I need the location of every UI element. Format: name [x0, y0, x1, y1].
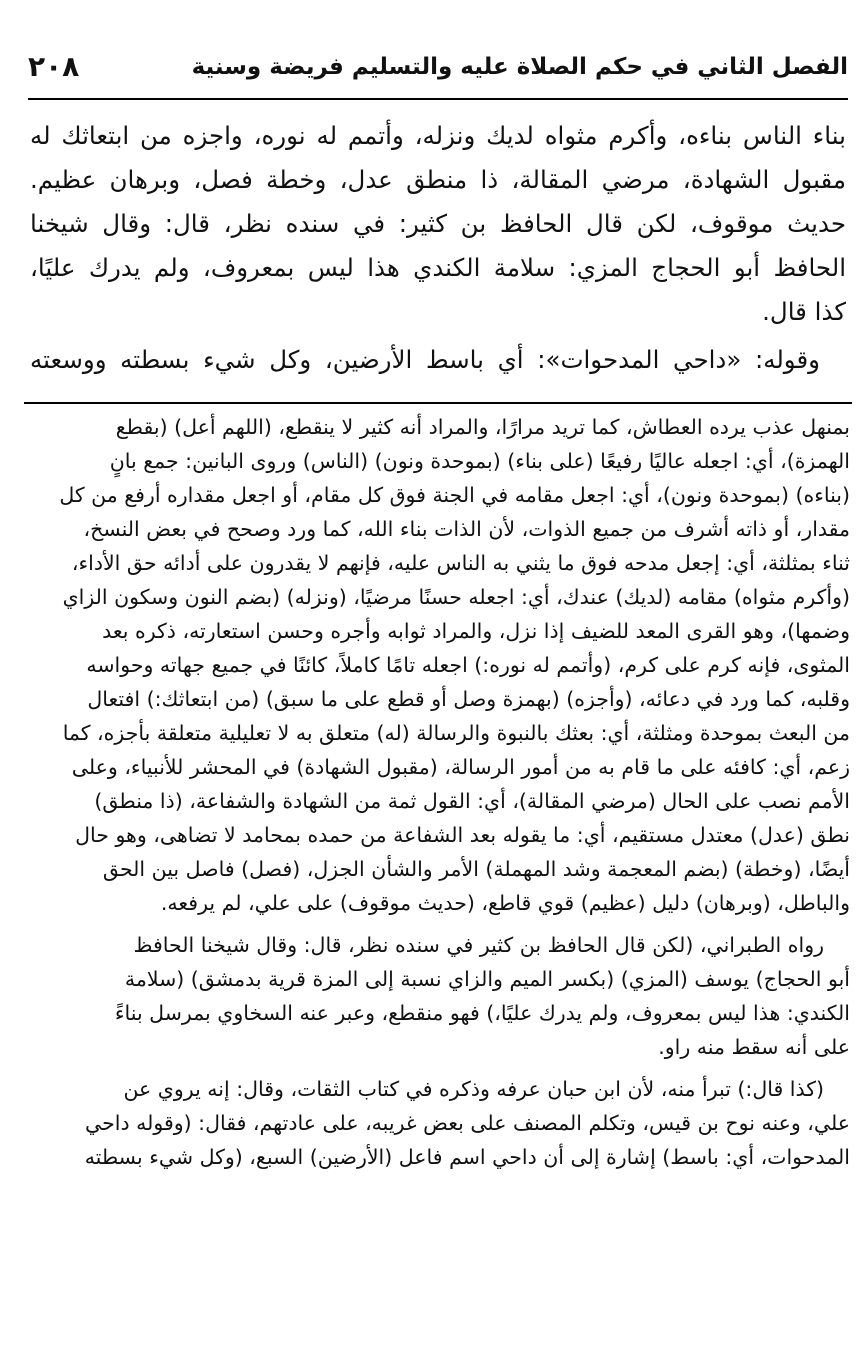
main-text-line: بناء الناس بناءه، وأكرم مثواه لديك ونزله، وأتمم له نوره، واجزه من ابتعاثك له	[30, 121, 846, 150]
main-text-line: كذا قال.	[762, 297, 846, 326]
note-line: الكندي: هذا ليس بمعروف، ولم يدرك عليًا،) فهو منقطع، وعبر عنه السخاوي بمرسل بناءً	[114, 1001, 850, 1025]
main-text-line: حديث موقوف، لكن قال الحافظ بن كثير: في سنده نظر، قال: وقال شيخنا	[30, 209, 846, 238]
note-line: (كذا قال:) تبرأ منه، لأن ابن حبان عرفه وذكره في كتاب الثقات، وقال: إنه يروي عن	[123, 1077, 824, 1101]
note-line: أيضًا، (وخطة) (بضم المعجمة وشد المهملة) الأمر والشأن الجزل، (فصل) فاصل بين الحق	[102, 857, 850, 881]
page-number: ٢٠٨	[28, 50, 80, 83]
chapter-title: الفصل الثاني في حكم الصلاة عليه والتسليم فريضة وسنية	[191, 54, 848, 80]
main-text-line: وقوله: «داحي المدحوات»: أي باسط الأرضين، وكل شيء بسطته ووسعته	[30, 345, 820, 374]
note-line: زعم، أي: كافئه على ما قام به من أمور الرسالة، (مقبول الشهادة) في المحشر للأنبياء، وعلى	[71, 755, 850, 779]
main-text-line: مقبول الشهادة، مرضي المقالة، ذا منطق عدل، وخطة فصل، وبرهان عظيم.	[30, 165, 846, 194]
note-line: المثوى، فإنه كرم على كرم، (وأتمم له نوره:) اجعله تامًا كاملاً، كائنًا في جميع جهاته وحواسه	[86, 653, 850, 677]
note-line: المدحوات، أي: باسط) إشارة إلى أن داحي اسم فاعل (الأرضين) السبع، (وكل شيء بسطته	[84, 1145, 850, 1169]
note-line: مقدار، أو ذاته أشرف من جميع الذوات، لأن الذات بناء الله، كما ورد وصحح في بعض النسخ،	[83, 517, 850, 541]
note-line: والباطل، (وبرهان) دليل (عظيم) قوي قاطع، (حديث موقوف) على علي، لم يرفعه.	[160, 891, 850, 915]
note-line: الأمم نصب على الحال (مرضي المقالة)، أي: القول ثمة من الشهادة والشفاعة، (ذا منطق)	[94, 789, 850, 813]
note-line: علي، وعنه نوح بن قيس، وتكلم المصنف على بعض غريبه، على عادتهم، فقال: (وقوله داحي	[85, 1111, 850, 1135]
note-line: نطق (عدل) معتدل مستقيم، أي: ما يقوله بعد الشفاعة من حمده بمحامد لا تضاهى، وهو حال	[75, 823, 850, 847]
note-line: وضمها)، وهو القرى المعد للضيف إذا نزل، والمراد ثوابه وأجره وحسن استعارته، ذكره بعد	[102, 619, 850, 643]
main-text-line: الحافظ أبو الحجاج المزي: سلامة الكندي هذا ليس بمعروف، ولم يدرك عليًا،	[30, 253, 846, 282]
commentary-notes	[30, 410, 850, 1174]
note-line: رواه الطبراني، (لكن قال الحافظ بن كثير في سنده نظر، قال: وقال شيخنا الحافظ	[133, 933, 824, 957]
note-line: ثناء بمثلثة، أي: إجعل مدحه فوق ما يثني به الناس عليه، فإنهم لا يقدرون على أدائه حق الأداء،	[71, 551, 850, 575]
note-line: (بناءه) (بموحدة ونون)، أي: اجعل مقامه في الجنة فوق كل مقام، أو اجعل مقداره أرفع من كل	[59, 483, 850, 507]
note-line: (وأكرم مثواه) مقامه (لديك) عندك، أي: اجعله حسنًا مرضيًا، (ونزله) (بضم النون وسكون الزاي	[62, 585, 850, 609]
note-line: أبو الحجاج) يوسف (المزي) (بكسر الميم والزاي نسبة إلى المزة قرية بدمشق) (سلامة	[124, 967, 850, 991]
note-line: بمنهل عذب يرده العطاش، كما تريد مرارًا، والمراد أنه كثير لا ينقطع، (اللهم أعل) (بقطع	[115, 415, 850, 439]
note-line: الهمزة)، أي: اجعله عاليًا رفيعًا (على بناء) (بموحدة ونون) (الناس) وروى البانين: جمع بانٍ	[109, 449, 850, 473]
note-line: على أنه سقط منه راو.	[658, 1035, 850, 1059]
note-line: من البعث بموحدة ومثلثة، أي: بعثك بالنبوة والرسالة (له) متعلق به لا تعليلية متعلقة بأجزه، كما	[62, 721, 850, 745]
main-text	[30, 114, 846, 382]
note-line: وقلبه، كما ورد في دعائه، (وأجزه) (بهمزة وصل أو قطع على ما سبق) (من ابتعاثك:) افتعال	[87, 687, 850, 711]
footnote-divider	[24, 402, 852, 404]
page-header	[28, 48, 848, 100]
